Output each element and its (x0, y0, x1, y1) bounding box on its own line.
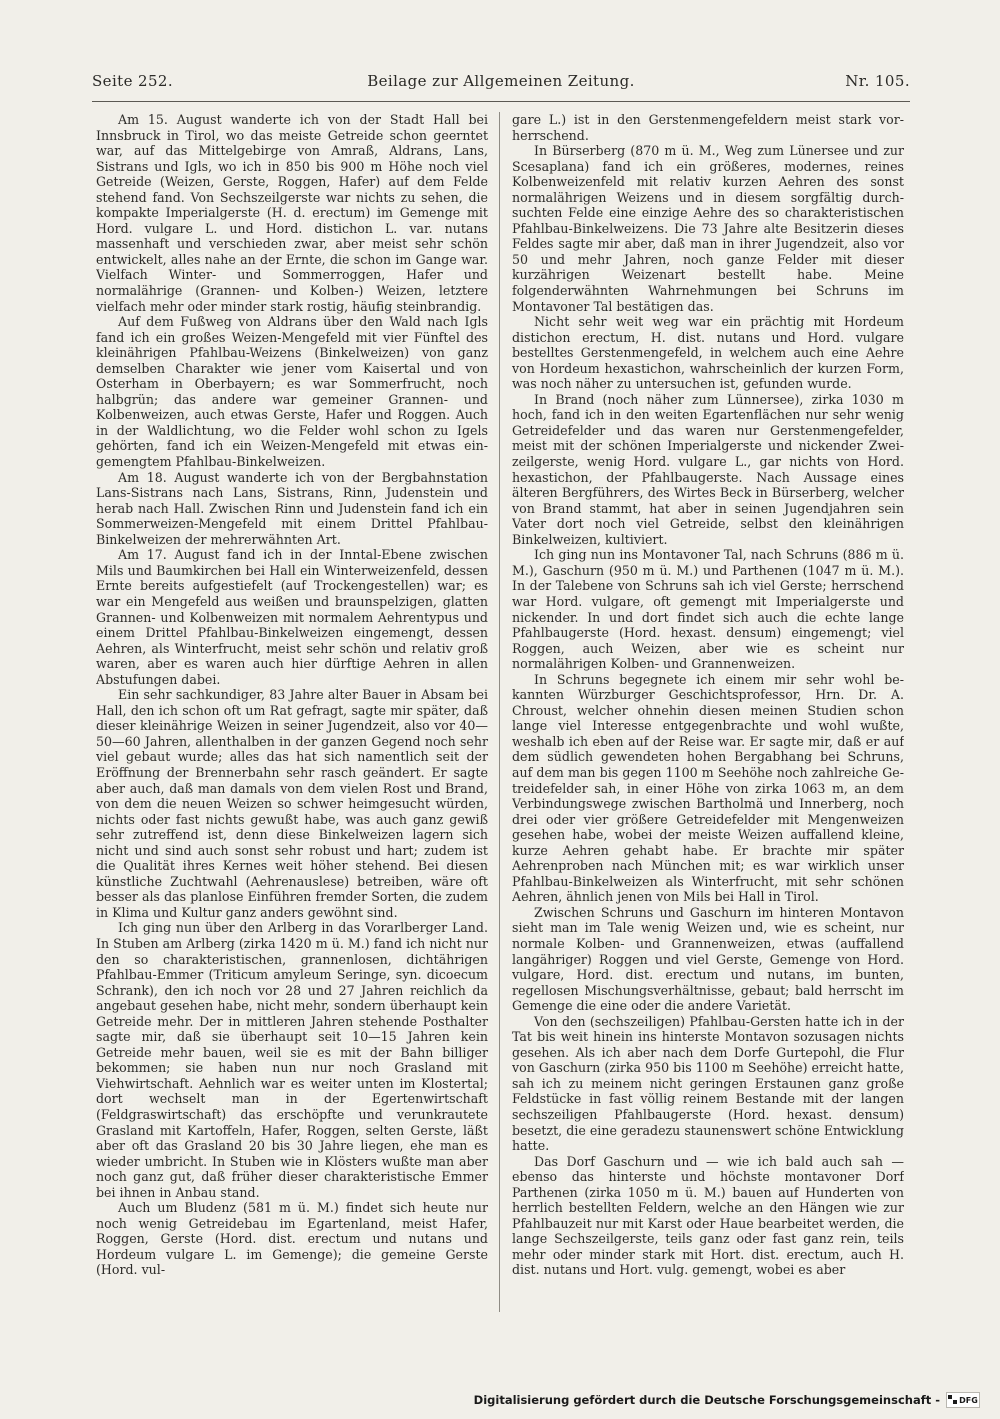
paragraph: Von den (sechszeiligen) Pfahlbau-Gersten hatte ich in der Tat bis weit hinein ins hinterste Montavon sozusagen nichts gesehen. Als ich aber nach dem Dorfe Gurtepohl, die Flur von Gaschurn (zirka 950 bis 1100 m Seehöhe) erreicht hatte, sah ich zu meinem nicht geringen Erstaunen ganz große Feldstücke in fast völlig reinem Bestande mit der langen sechszeiligen Pfahlbaugerste (Hord. hexast. densum) besetzt, die eine geradezu staunenswert schöne Entwicklung hatte. (512, 1013, 904, 1154)
paragraph: Am 15. August wanderte ich von der Stadt Hall bei Innsbruck in Tirol, wo das meiste Getreide schon geerntet war, auf das Mittelgebirge von Amraß, Aldrans, Lans, Sistrans und Igls, wo ich in 850 bis 900 m Höhe noch viel Getreide (Weizen, Gerste, Roggen, Hafer) auf dem Felde stehend fand. Von Sechszeilgerste war nichts zu sehen, die kompakte Imperialgerste (H. d. erectum) im Gemenge mit Hord. vulgare L. und Hord. distichon L. var. nutans massenhaft und verschieden zwar, aber meist sehr schön entwickelt, alles nahe an der Ernte, die schon im Gange war. Vielfach Winter- und Sommerroggen, Hafer und normalährige (Grannen- und Kolben-) Weizen, letztere vielfach mehr oder minder stark rostig, häufig steinbrandig. (96, 112, 488, 314)
publication-title: Beilage zur Allgemeinen Zeitung. (367, 72, 635, 90)
footer-credit: Digitalisierung gefördert durch die Deutsche Forschungsgemeinschaft - (473, 1393, 940, 1407)
paragraph: Zwischen Schruns und Gaschurn im hinteren Montavon sieht man im Tale wenig Weizen und, wie es scheint, nur normale Kolben- und Grannenweizen, etwas (auffallend langähriger) Roggen und viel Gerste, Gemenge von Hord. vulgare, Hord. dist. erectum und nutans, im bunten, regellosen Mischungsverhältnisse, gebaut; bald herrscht im Gemenge die eine oder die andere Varietät. (512, 904, 904, 1014)
paragraph: Ein sehr sachkundiger, 83 Jahre alter Bauer in Absam bei Hall, den ich schon oft um Rat gefragt, sagte mir später, daß dieser kleinährige Weizen in seiner Jugendzeit, also vor 40—50—60 Jahren, allenthalben in der ganzen Gegend noch sehr viel gebaut wurde; alles das hat sich namentlich seit der Eröffnung der Brennerbahn sehr rasch geändert. Er sagte aber auch, daß man damals von dem vielen Rost und Brand, von dem die neuen Weizen so schwer heimgesucht würden, nichts oder fast nichts gewußt habe, was auch ganz gewiß sehr zutreffend ist, denn diese Binkelweizen lagern sich nicht und sind auch sonst sehr robust und hart; zudem ist die Qualität ihres Kernes weit höher stehend. Bei diesen künstliche Zuchtwahl (Aehrenauslese) betreiben, wäre oft besser als das planlose Einführen fremder Sorten, die zudem in Klima und Kultur ganz anders gewöhnt sind. (96, 687, 488, 920)
paragraph: Ich ging nun ins Montavoner Tal, nach Schruns (886 m ü. M.), Gaschurn (950 m ü. M.) und Parthenen (1047 m ü. M.). In der Talebene von Schruns sah ich viel Gerste; herrschend war Hord. vulgare, oft gemengt mit Imperialgerste und nickender. In und dort findet sich auch die echte lange Pfahlbaugerste (Hord. hexast. densum) eingemengt; viel Roggen, auch Weizen, aber wie es scheint nur normalährigen Kolben- und Grannenweizen. (512, 547, 904, 672)
paragraph: Nicht sehr weit weg war ein prächtig mit Hordeum distichon erectum, H. dist. nutans und Hord. vulgare bestelltes Gerstenmengefeld, in welchem auch eine Aehre von Hordeum hexastichon, wahrscheinlich der kurzen Form, was noch näher zu untersuchen ist, gefunden wurde. (512, 314, 904, 392)
paragraph: Am 17. August fand ich in der Inntal-Ebene zwischen Mils und Baumkirchen bei Hall ein Winterweizenfeld, dessen Ernte bereits aufgestiefelt (auf Trockengestellen) war; es war ein Mengefeld aus weißen und braunspelzigen, glatten Grannen- und Kolbenweizen mit normalem Aehrentypus und einem Drittel Pfahlbau-Binkelweizen eingemengt, dessen Aehren, als Winterfrucht, meist sehr schön und relativ groß waren, aber es waren auch hier dürftige Aehren in allen Abstufungen dabei. (96, 547, 488, 687)
paragraph: In Brand (noch näher zum Lünnersee), zirka 1030 m hoch, fand ich in den weiten Egartenflächen nur sehr wenig Getreidefelder und das waren nur Gerstenmengefelder, meist mit der schönen Imperialgerste und nickender Zweizeilgerste, wenig Hord. vulgare L., gar nichts von Hord. hexastichon, der Pfahlbaugerste. Nach Aussage eines älteren Bergführers, des Wirtes Beck in Bürserberg, welcher von Brand stammt, hat aber in seinen Jugendjahren sein Vater dort noch viel Getreide, selbst den kleinährigen Binkelweizen, kultiviert. (512, 391, 904, 547)
paragraph: Am 18. August wanderte ich von der Bergbahnstation Lans-Sistrans nach Lans, Sistrans, Rinn, Judenstein und herab nach Hall. Zwischen Rinn und Judenstein fand ich ein Sommerweizen-Mengefeld mit einem Drittel Pfahlbau-Binkelweizen der mehrerwähnten Art. (96, 469, 488, 547)
dfg-mark-icon (948, 1395, 958, 1405)
header-rule (92, 101, 910, 102)
column-divider (499, 112, 500, 1312)
paragraph: Ich ging nun über den Arlberg in das Vorarlberger Land. In Stuben am Arlberg (zirka 1420 m ü. M.) fand ich nicht nur den so charakteristischen, grannenlosen, dichtährigen Pfahlbau-Emmer (Triticum amyleum Seringe, syn. dicoecum Schrank), den ich noch vor 28 und 27 Jahren reichlich da angebaut gesehen habe, nicht mehr, sondern überhaupt kein Getreide mehr. Der in mittleren Jahren stehende Posthalter sagte mir, daß sie überhaupt seit 10—15 Jahren kein Getreide mehr bauen, weil sie es mit der Bahn billiger bekommen; sie haben nun nur noch Grasland mit Viehwirtschaft. Aehnlich war es weiter unten im Klostertal; dort wechselt man in der Egertenwirtschaft (Feldgraswirtschaft) das erschöpfte und verunkrautete Grasland mit Kartoffeln, Hafer, Roggen, selten Gerste, läßt aber oft das Grasland 20 bis 30 Jahre liegen, ehe man es wieder umbricht. In Stuben wie in Klösters wußte man aber noch ganz gut, daß früher dieser charakteristische Emmer bei ihnen in Anbau stand. (96, 920, 488, 1200)
paragraph: In Schruns begegnete ich einem mir sehr wohl bekannten Würzburger Geschichtsprofessor, Hrn. Dr. A. Chroust, welcher ohnehin diesen meinen Studien schon lange viel Interesse entgegenbrachte und wohl wußte, weshalb ich eben auf der Reise war. Er sagte mir, daß er auf dem südlich gewendeten hohen Bergabhang bei Schruns, auf dem man bis gegen 1100 m Seehöhe noch zahlreiche Getreidefelder sah, in einer Höhe von zirka 1063 m, an dem Verbindungswege zwischen Bartholmä und Innerberg, noch drei oder vier größere Getreidefelder mit Mengenweizen gesehen habe, wobei der meiste Weizen auffallend kleine, kurze Aehren gehabt habe. Er brachte mir später Aehrenproben nach München mit; es war wirklich unser Pfahlbau-Binkelweizen als Winterfrucht, mit sehr schönen Aehren, ähnlich jenen von Mils bei Hall in Tirol. (512, 671, 904, 905)
paragraph: Auch um Bludenz (581 m ü. M.) findet sich heute nur noch wenig Getreidebau im Egartenland, meist Hafer, Roggen, Gerste (Hord. dist. erectum und nutans und Hordeum vulgare L. im Gemenge); die gemeine Gerste (Hord. vul- (96, 1200, 488, 1278)
paragraph: In Bürserberg (870 m ü. M., Weg zum Lünersee und zur Scesaplana) fand ich ein größeres, modernes, reines Kolbenweizenfeld mit relativ kurzen Aehren des sonst normalährigen Weizens und in diesem sorgfältig durchsuchten Felde eine einzige Aehre des so charakteristischen Pfahlbau-Binkelweizens. Die 73 Jahre alte Besitzerin dieses Feldes sagte mir aber, daß man in ihrer Jugendzeit, also vor 50 und mehr Jahren, noch ganze Felder mit dieser kurzährigen Weizenart bestellt habe. Meine folgenderwähnten Wahrnehmungen bei Schruns im Montavoner Tal bestätigen das. (512, 143, 904, 314)
right-column (512, 112, 904, 1320)
page-header (92, 72, 910, 96)
dfg-logo-text: DFG (959, 1395, 978, 1405)
left-column (96, 112, 488, 1320)
paragraph: gare L.) ist in den Gerstenmengefeldern meist stark vorherrschend. (512, 112, 904, 143)
digitization-footer (474, 1389, 980, 1411)
issue-number: Nr. 105. (845, 72, 910, 90)
page-number: Seite 252. (92, 72, 174, 90)
paragraph: Auf dem Fußweg von Aldrans über den Wald nach Igls fand ich ein großes Weizen-Mengefeld mit vier Fünftel des kleinährigen Pfahlbau-Weizens (Binkelweizen) von ganz demselben Charakter wie jener vom Kaisertal und von Osterham in Oberbayern; es war Sommerfrucht, noch halbgrün; das andere war gemeiner Grannen- und Kolbenweizen, auch etwas Gerste, Hafer und Roggen. Auch in der Waldlichtung, wo die Felder wohl schon zu Igels gehörten, fand ich ein Weizen-Mengefeld mit etwas eingemengtem Pfahlbau-Binkelweizen. (96, 314, 488, 470)
dfg-logo (946, 1392, 980, 1408)
paragraph: Das Dorf Gaschurn und — wie ich bald auch sah — ebenso das hinterste und höchste montavoner Dorf Parthenen (zirka 1050 m ü. M.) bauen auf Hunderten von herrlich bestellten Feldern, welche an den Hängen wie zur Pfahlbauzeit nur mit Karst oder Haue bearbeitet werden, die lange Sechszeilgerste, teils ganz oder fast ganz rein, teils mehr oder minder stark mit Hort. dist. erectum, auch H. dist. nutans und Hort. vulg. gemengt, wobei es aber (512, 1153, 904, 1278)
